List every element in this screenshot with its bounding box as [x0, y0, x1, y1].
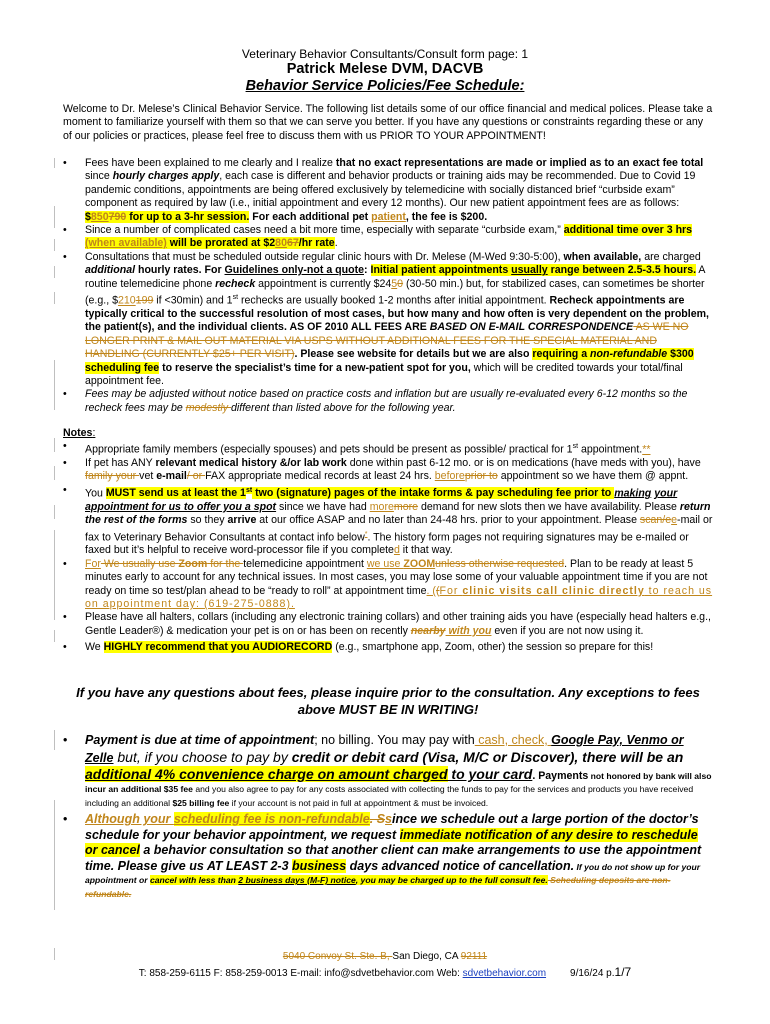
revision-bar	[54, 800, 55, 910]
footer-address: 5040 Convoy St. Ste. B, San Diego, CA 92111	[282, 951, 488, 962]
revision-bar	[54, 239, 55, 251]
list-item: • We HIGHLY recommend that you AUDIORECORD (e.g., smartphone app, Zoom, other) the session so prepare for this!	[63, 641, 654, 654]
revision-bar	[54, 438, 55, 452]
fees-callout: If you have any questions about fees, please inquire prior to the consultation. Any exceptions to fees above MUST BE IN WRITING!	[76, 685, 700, 717]
revision-bar	[54, 466, 55, 480]
doctor-name: Patrick Melese DVM, DACVB	[286, 61, 484, 77]
list-item: • Fees have been explained to me clearly and I realize that no exact representations are made or implied as to an exact fee total since hourly charges apply, each case is different and behavior products or training aids may be recommended. Due to Covid 19 pandemic conditions, appointments are being offered exclusively by telemedicine with socially distanced brief “curbside exam” component as required by law (i.e., initial appointment and every 12 months). Our new patient appointment fees are as follows: $850790 for up to a 3-hr session. For each additional pet patient, the fee is $200.	[63, 157, 704, 223]
list-item: • Since a number of complicated cases need a bit more time, especially with separate “curbside exam,” additional time over 3 hrs (when available) will be prorated at $28067/hr rate.	[63, 224, 693, 250]
revision-bar	[54, 530, 55, 560]
payment-list	[63, 733, 713, 901]
list-item: • Although your scheduling fee is non-refundable. Ssince we schedule out a large portion of the doctor’s schedule for your behavior appointment, we request immediate notification of any desire to reschedule or cancel a behavior consultation so that another client can make arrangements to use the appointment time. Please give us AT LEAST 2-3 business days advanced notice of cancellation. If you do not show up for your appointment or cancel with less than 2 business days (M-F) notice, you may be charged up to the full consult fee. Scheduling deposits are non-refundable.	[63, 812, 702, 899]
revision-bar	[54, 505, 55, 519]
list-item: • If pet has ANY relevant medical history &/or lab work done within past 6-12 mo. or is on medications (have meds with you), have family your vet e-mail/ or FAX appropriate medical records at least 24 hrs. beforeprior to appointment so we have them @ appnt.	[63, 456, 701, 483]
revision-bar	[54, 560, 55, 620]
revision-bar	[54, 206, 55, 228]
intro-paragraph: Welcome to Dr. Melese’s Clinical Behavior Service. The following list details some of our office financial and medical polices. Please take a moment to familiarize yourself with them so that we can serve you better. If you have any questions or constraints regarding these or any of our policies or practices, please feel free to discuss them with us PRIOR TO YOUR APPOINTMENT!	[63, 103, 713, 142]
revision-bar	[54, 360, 55, 410]
footer-contact: T: 858-259-6115 F: 858-259-0013 E-mail: info@sdvetbehavior.com Web: sdvetbehavior.com 9/16/24 p.1/7	[138, 965, 632, 979]
revision-bar	[54, 158, 55, 168]
fee-bullet-list	[63, 157, 713, 415]
list-item: • Appropriate family members (especially spouses) and pets should be present as possible/ practical for 1st appointment.**	[63, 440, 651, 456]
revision-bar	[54, 630, 55, 642]
form-title: Veterinary Behavior Consultants/Consult form page: 1	[241, 47, 529, 61]
list-item: • For We usually use Zoom for the telemedicine appointment we use ZOOMunless otherwise requested. Plan to be ready at least 5 minutes early to account for any technical issues. In most cases, you may lose some of your valuable appointment time if you are not ready on time so test/plan ahead to be “ready to roll” at appointment time. ((For clinic visits call clinic directly to reach us on appointment day: (619-275-0888).	[63, 557, 713, 611]
list-item: • Fees may be adjusted without notice based on practice costs and inflation but are usually re-evaluated every 6-12 months so the recheck fees may be modestly different than listed above for the following year.	[63, 388, 688, 414]
notes-list	[63, 440, 713, 655]
revision-bar	[54, 292, 55, 304]
list-item: • Consultations that must be scheduled outside regular clinic hours with Dr. Melese (M-Wed 9:30-5:00), when available, are charged additional hourly rates. For Guidelines only-not a quote: Initial patient appointments usually range between 2.5-3.5 hours. A routine telemedicine phone recheck appointment is currently $2450 (30-50 min.) but, for stabilized cases, can sometimes be shorter (e.g., $210199 if <30min) and 1st rechecks are usually booked 1-2 months after initial appointment. Recheck appointments are typically critical to the successful resolution of most cases, but how many and how often is very dependent on the problem, the patient(s), and the individual clients. AS OF 2010 ALL FEES ARE BASED ON E-MAIL CORRESPONDENCE AS WE NO LONGER PRINT & MAIL OUT MATERIAL VIA USPS WITHOUT ADDITIONAL FEES FOR THE SPECIAL MATERIAL AND HANDLING (CURRENTLY $25+ PER VISIT). Please see website for details but we are also requiring a non-refundable $300 scheduling fee to reserve the specialist’s time for a new-patient spot for you, which will be credited towards your total/final appointment fee.	[63, 250, 709, 388]
page-heading: Behavior Service Policies/Fee Schedule:	[245, 78, 525, 94]
list-item: • Payment is due at time of appointment; no billing. You may pay with cash, check, Google Pay, Venmo or Zelle but, if you choose to pay by credit or debit card (Visa, M/C or Discover), there will be an additional 4% convenience charge on amount charged to your card. Payments not honored by bank will also incur an additional $35 fee and you also agree to pay for any costs associated with collecting the funds to pay for the services and products you have received including an additional $25 billing fee if your account is not paid in full at appointment & must be invoiced.	[63, 733, 712, 808]
list-item: • Please have all halters, collars (including any electronic training collars) and other training aids you have (especially head halters e.g., Gentle Leader®) & medication your pet is on or has been on recently nearby with you even if you are not now using it.	[63, 611, 711, 637]
revision-bar	[54, 266, 55, 278]
revision-bar	[54, 730, 55, 750]
page-number: 1/7	[614, 965, 632, 979]
notes-heading: Notes:	[63, 427, 96, 439]
website-link[interactable]: sdvetbehavior.com	[462, 968, 547, 979]
list-item: • You MUST send us at least the 1st two (signature) pages of the intake forms & pay scheduling fee prior to making your appointment for us to offer you a spot since we have had moremore demand for new slots then we have availability. Please return the rest of the forms so they arrive at our office ASAP and no later than 24-48 hrs. prior to your appointment. Please scan/ee-mail or fax to Veterinary Behavior Consultants at contact info below*. The history form pages not requiring signatures may be e-mailed or faxed but it’s helpful to receive word-processor file if you completed it that way.	[63, 483, 713, 557]
